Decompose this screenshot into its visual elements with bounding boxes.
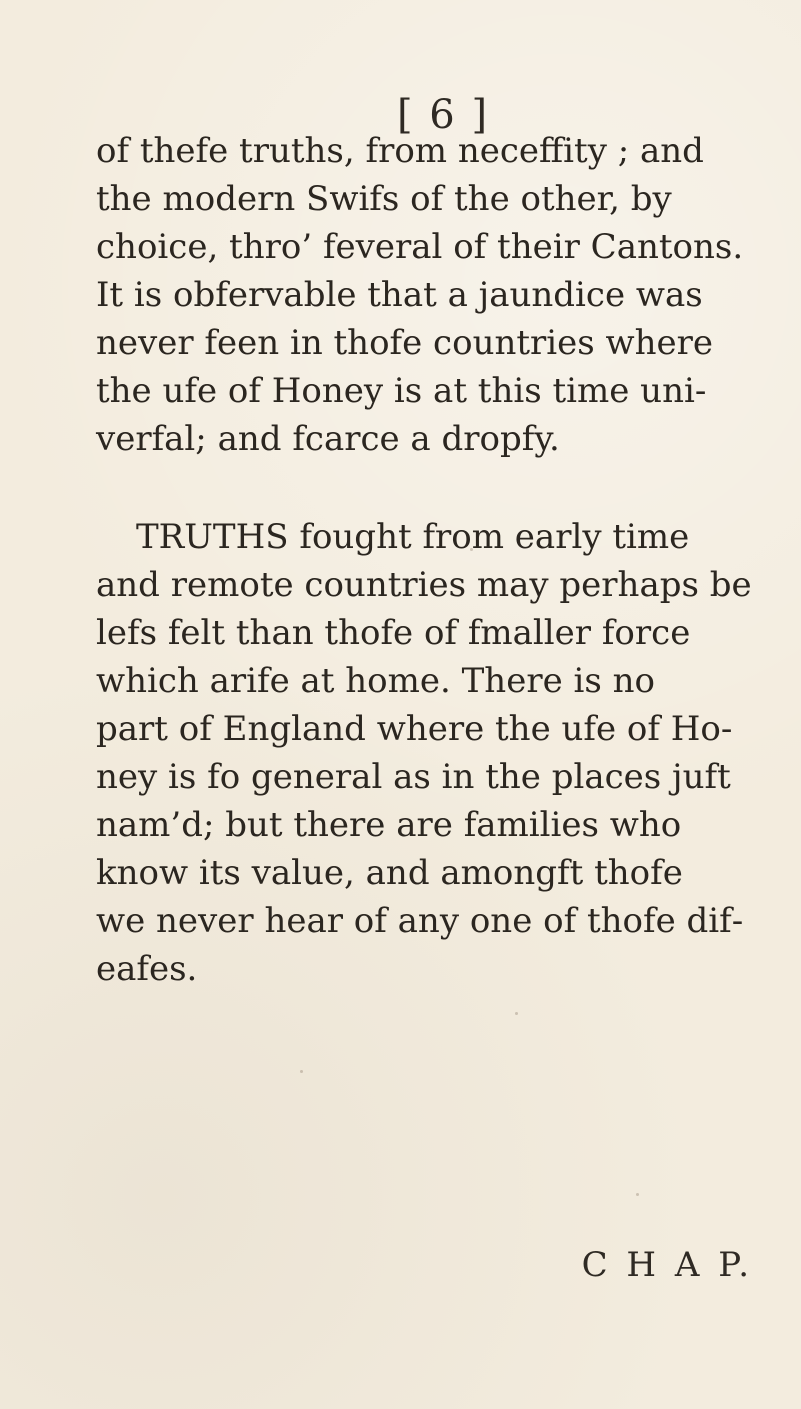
paragraph-start-line: TRUTHS fought from early time <box>136 517 690 557</box>
text-line: and remote countries may perhaps be <box>96 565 752 605</box>
text-line: eafes. <box>96 949 198 989</box>
paper-speck <box>300 1070 303 1073</box>
text-line: part of England where the ufe of Ho‑ <box>96 709 733 749</box>
text-line: the ufe of Honey is at this time uni‑ <box>96 371 707 411</box>
text-line: of thefe truths, from neceffity ; and <box>96 131 704 171</box>
text-line: It is obfervable that a jaundice was <box>96 275 703 315</box>
catchword: C H A P. <box>581 1245 753 1285</box>
text-line: nam’d; but there are families who <box>96 805 682 845</box>
page-number: [ 6 ] <box>396 92 490 138</box>
text-line: lefs felt than thofe of fmaller force <box>96 613 691 653</box>
text-line: we never hear of any one of thofe dif‑ <box>96 901 744 941</box>
text-line: know its value, and amongft thofe <box>96 853 683 893</box>
paper-speck <box>470 548 473 551</box>
text-line: verfal; and fcarce a dropfy. <box>96 419 560 459</box>
text-line: choice, thro’ feveral of their Cantons. <box>96 227 744 267</box>
paper-speck <box>515 1012 518 1015</box>
text-line: never feen in thofe countries where <box>96 323 714 363</box>
text-line: the modern Swifs of the other, by <box>96 179 672 219</box>
text-line: which arife at home. There is no <box>96 661 655 701</box>
text-line: ney is fo general as in the places juft <box>96 757 731 797</box>
paper-speck <box>636 1193 639 1196</box>
